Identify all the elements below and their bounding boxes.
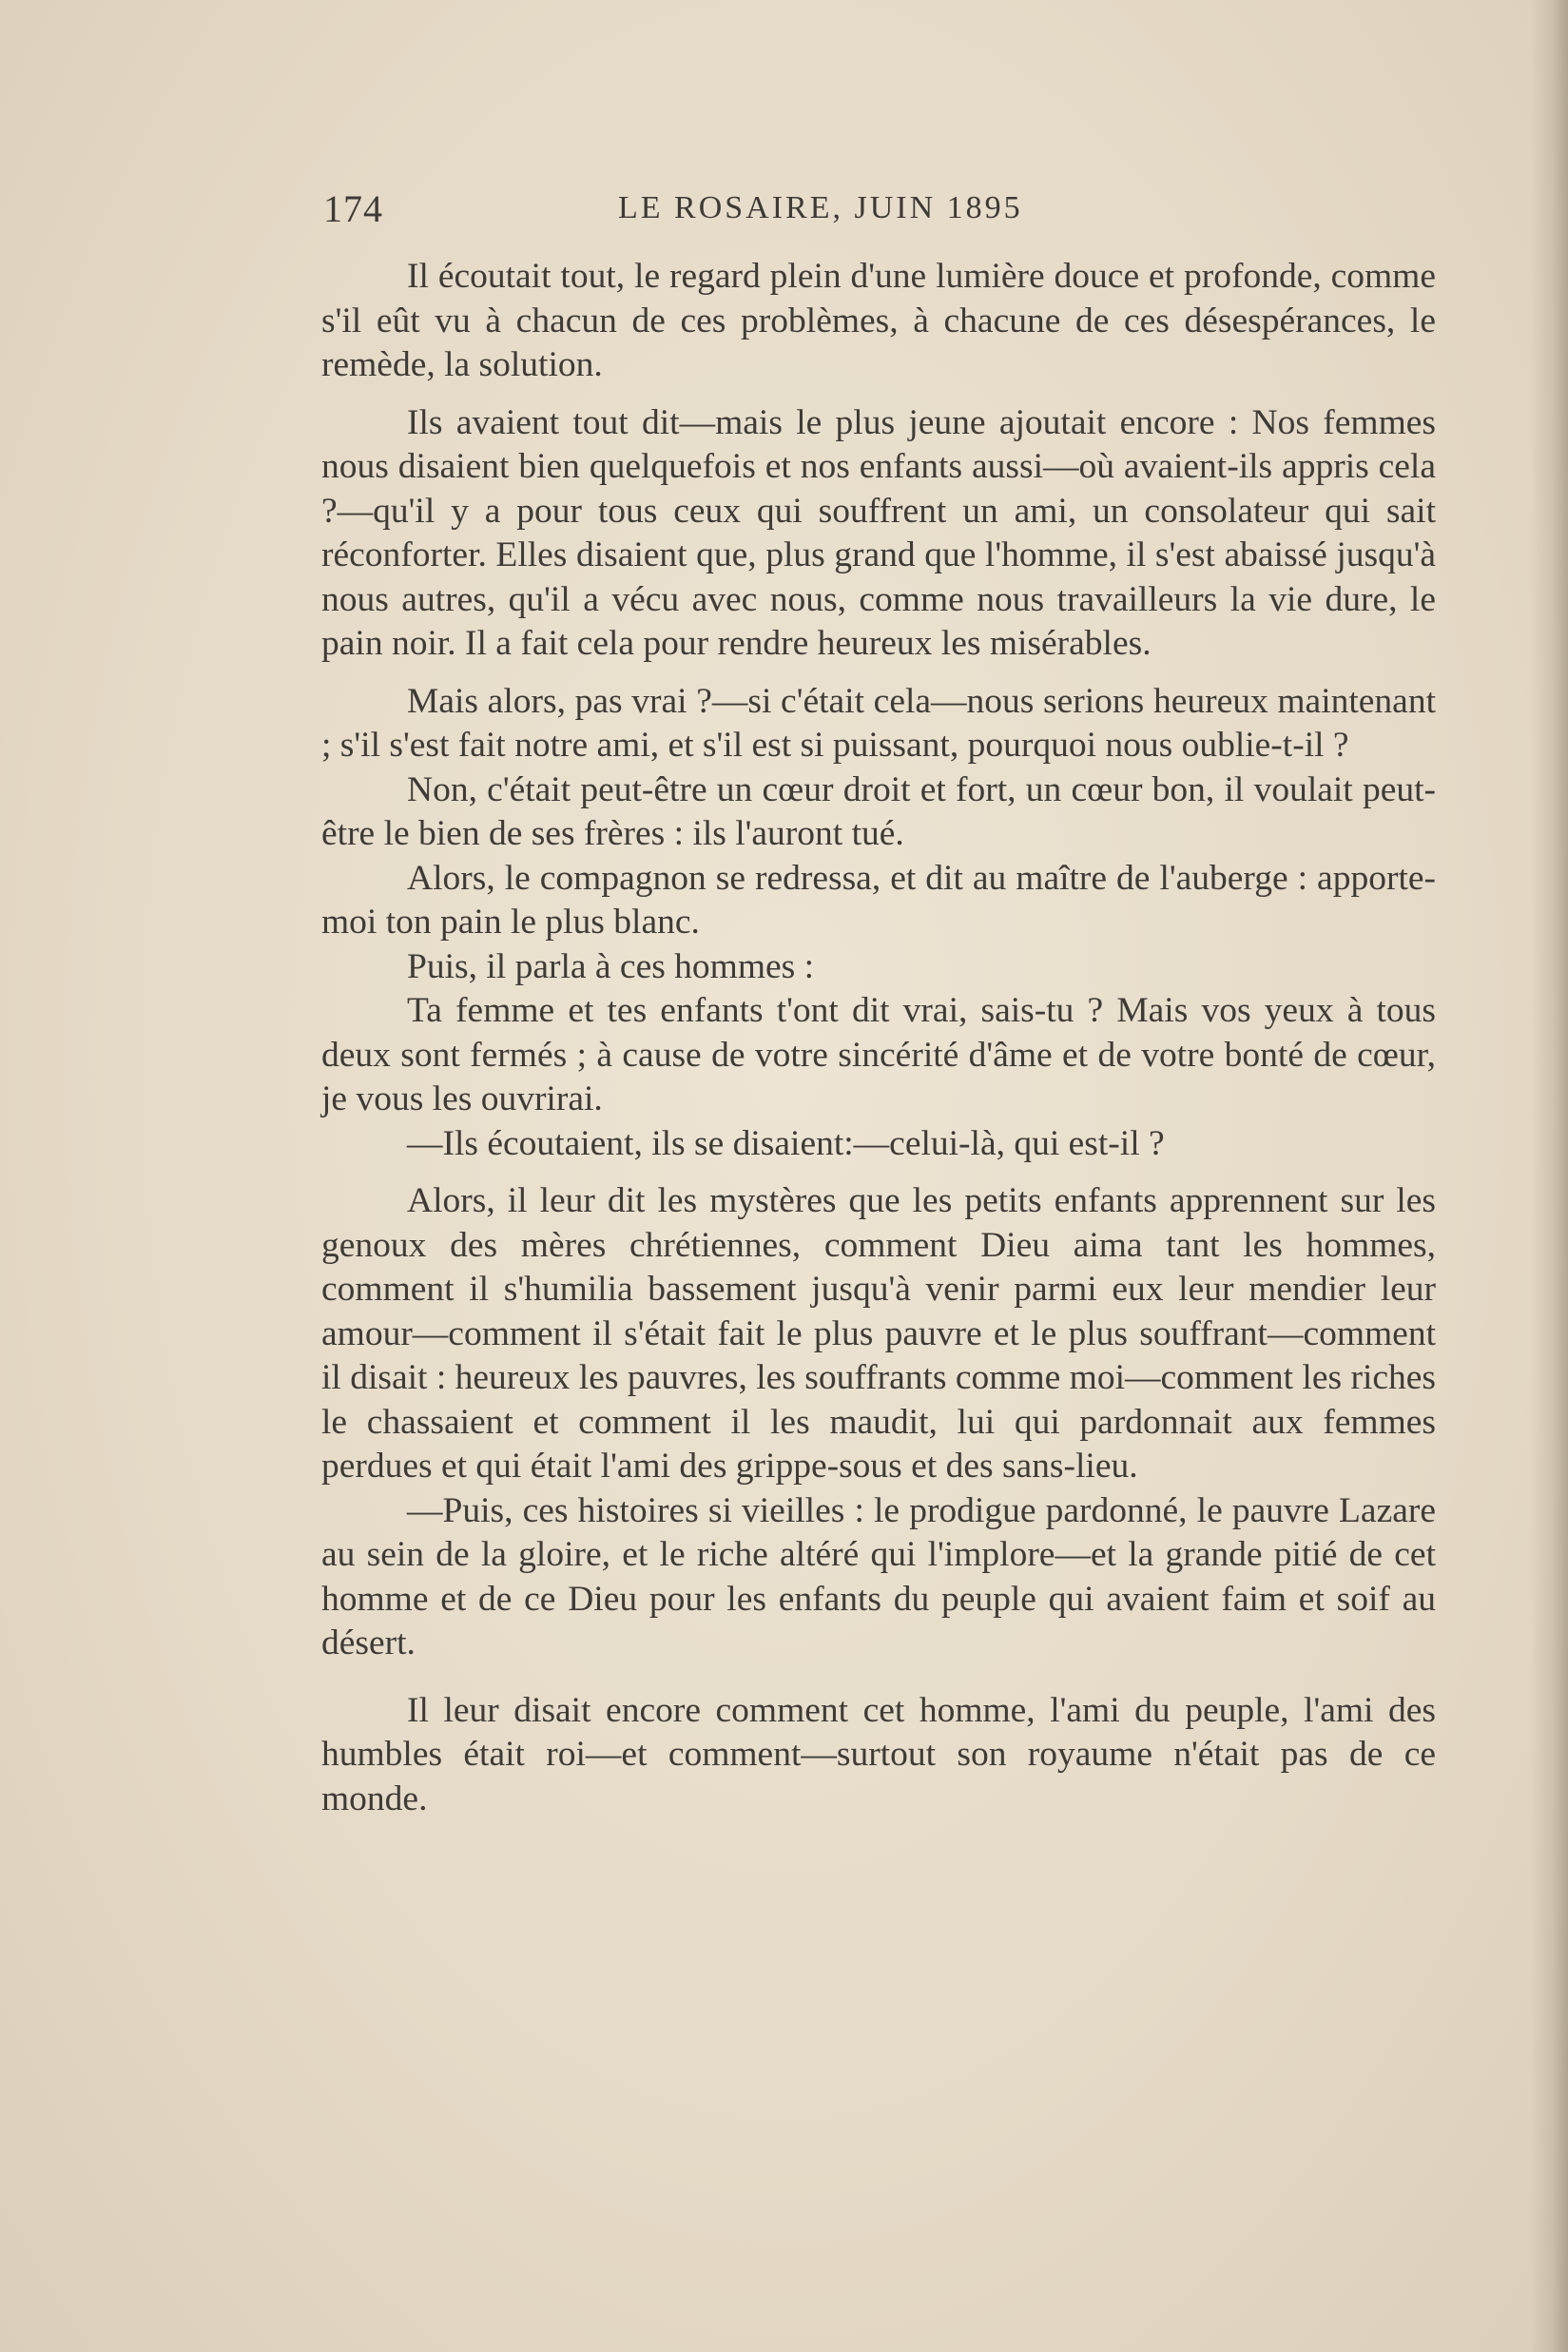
page-number: 174 <box>323 187 383 230</box>
body-text <box>321 255 1436 1821</box>
paragraph: Alors, il leur dit les mystères que les petits enfants apprennent sur les genoux des mères chrétiennes, comment Dieu aima tant les hommes, comment il s'humilia bassement jusqu'à venir parmi eux leur mendier leur amour—comment il s'était fait le plus pauvre et le plus souffrant—comment il disait : heureux les pauvres, les souffrants comme moi—comment les riches le chassaient et comment il les maudit, lui qui pardonnait aux femmes perdues et qui était l'ami des grippe-sous et des sans-lieu. <box>321 1181 1436 1486</box>
paragraph: Non, c'était peut-être un cœur droit et fort, un cœur bon, il voulait peut-être le bien de ses frères : ils l'auront tué. <box>321 769 1436 853</box>
paragraph: Ta femme et tes enfants t'ont dit vrai, sais-tu ? Mais vos yeux à tous deux sont fermés ; à cause de votre sincérité d'âme et de votre bonté de cœur, je vous les ouvrirai. <box>321 991 1436 1118</box>
paragraph: Puis, il parla à ces hommes : <box>407 946 815 986</box>
paragraph: Ils avaient tout dit—mais le plus jeune ajoutait encore : Nos femmes nous disaient bien quelquefois et nos enfants aussi—où avaient-ils appris cela ?—qu'il y a pour tous ceux qui souffrent un ami, un consolateur qui sait réconforter. Elles disaient que, plus grand que l'homme, il s'est abaissé jusqu'à nous autres, qu'il a vécu avec nous, comme nous travailleurs la vie dure, le pain noir. Il a fait cela pour rendre heureux les misérables. <box>321 402 1436 663</box>
paragraph: —Puis, ces histoires si vieilles : le prodigue pardonné, le pauvre Lazare au sein de la gloire, et le riche altéré qui l'implore—et la grande pitié de cet homme et de ce Dieu pour les enfants du peuple qui avaient faim et soif au désert. <box>321 1490 1436 1662</box>
page-edge-shadow <box>1530 0 1568 2352</box>
running-title: LE ROSAIRE, JUIN 1895 <box>618 190 1023 225</box>
paragraph: Alors, le compagnon se redressa, et dit au maître de l'auberge : apporte-moi ton pain le plus blanc. <box>321 858 1436 942</box>
paragraph: Il leur disait encore comment cet homme, l'ami du peuple, l'ami des humbles était roi—et comment—surtout son royaume n'était pas de ce monde. <box>321 1690 1436 1818</box>
paragraph: Mais alors, pas vrai ?—si c'était cela—nous serions heureux maintenant ; s'il s'est fait notre ami, et s'il est si puissant, pourquoi nous oublie-t-il ? <box>321 681 1436 765</box>
paragraph: —Ils écoutaient, ils se disaient:—celui-là, qui est-il ? <box>407 1123 1165 1163</box>
page-header <box>323 186 1113 243</box>
paragraph: Il écoutait tout, le regard plein d'une lumière douce et profonde, comme s'il eût vu à chacun de ces problèmes, à chacune de ces désespérances, le remède, la solution. <box>321 257 1436 384</box>
